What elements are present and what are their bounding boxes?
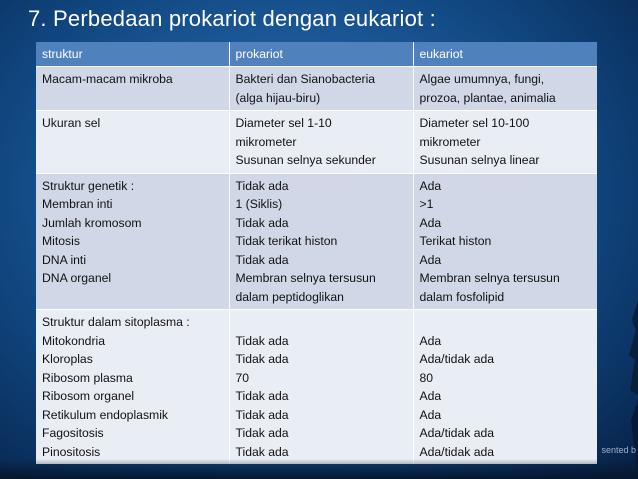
cell-struktur: Struktur dalam sitoplasma : Mitokondria Kloroplas Ribosom plasma Ribosom organel Retikulum endoplasmik Fagositosis Pinositosis (36, 310, 229, 465)
cell-struktur: Ukuran sel (36, 111, 229, 174)
table-header-row (36, 42, 597, 67)
header-struktur: struktur (36, 42, 229, 67)
cell-prokariot: Tidak ada 1 (Siklis) Tidak ada Tidak terikat histon Tidak ada Membran selnya tersusun dalam peptidoglikan (229, 173, 413, 310)
ground-silhouette (0, 459, 638, 479)
slide-title: 7. Perbedaan prokariot dengan eukariot : (28, 6, 436, 31)
cell-prokariot: Bakteri dan Sianobacteria (alga hijau-biru) (229, 67, 413, 111)
table-row (36, 67, 597, 111)
header-eukariot: eukariot (413, 42, 597, 67)
side-caption: sented b (601, 445, 636, 455)
comparison-table (36, 42, 597, 464)
cell-struktur: Struktur genetik : Membran inti Jumlah kromosom Mitosis DNA inti DNA organel (36, 173, 229, 310)
cell-prokariot: Diameter sel 1-10 mikrometer Susunan selnya sekunder (229, 111, 413, 174)
cell-eukariot: Ada Ada/tidak ada 80 Ada Ada Ada/tidak ada Ada/tidak ada (413, 310, 597, 465)
cell-eukariot: Algae umumnya, fungi, prozoa, plantae, animalia (413, 67, 597, 111)
table-row (36, 173, 597, 310)
table-row (36, 111, 597, 174)
cell-struktur: Macam-macam mikroba (36, 67, 229, 111)
cell-eukariot: Ada >1 Ada Terikat histon Ada Membran selnya tersusun dalam fosfolipid (413, 173, 597, 310)
table-row (36, 310, 597, 465)
header-prokariot: prokariot (229, 42, 413, 67)
cell-eukariot: Diameter sel 10-100 mikrometer Susunan selnya linear (413, 111, 597, 174)
cell-prokariot: Tidak ada Tidak ada 70 Tidak ada Tidak ada Tidak ada Tidak ada (229, 310, 413, 465)
